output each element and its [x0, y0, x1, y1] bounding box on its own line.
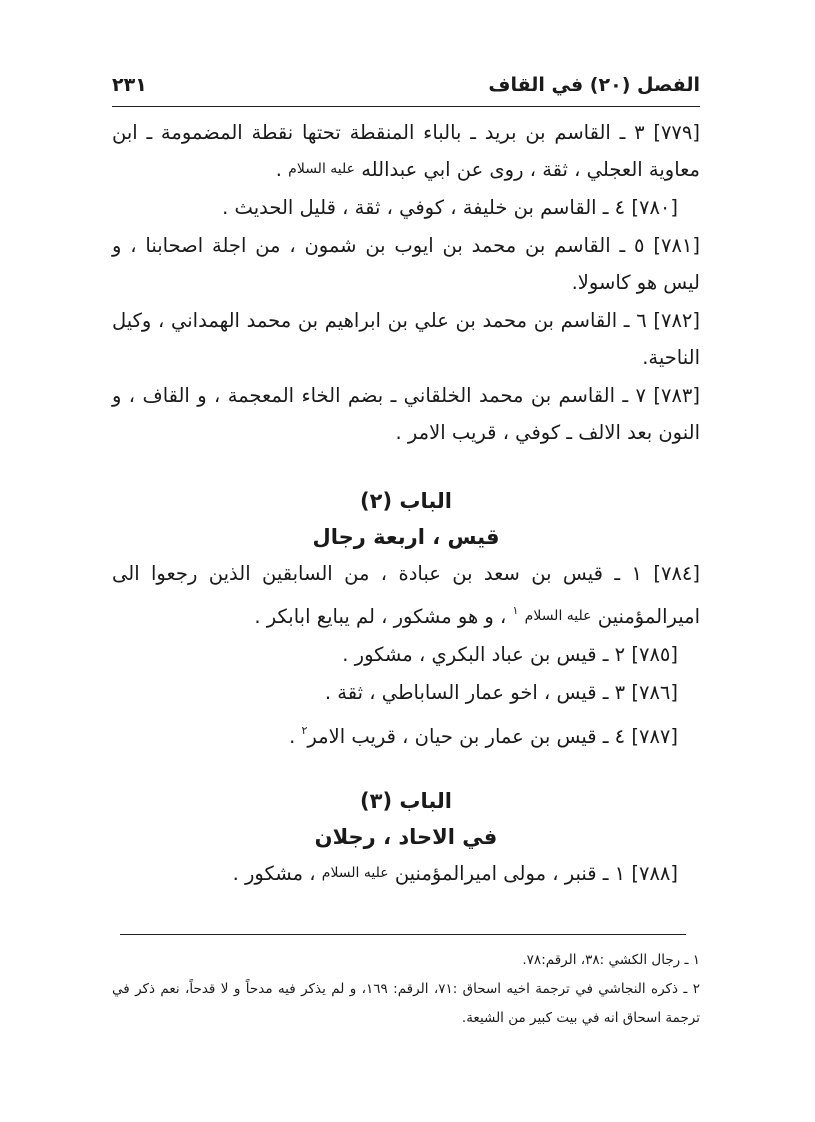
entry-number: [٧٨٢] ٦ [636, 309, 700, 332]
entry-number: [٧٨٧] ٤ [614, 725, 678, 748]
chapter-subheading: في الاحاد ، رجلان [314, 825, 498, 849]
page-number: ٢٣١ [112, 74, 147, 96]
entry-785 [112, 636, 700, 673]
entry-tail: ، مشكور . [232, 862, 322, 885]
entry-text: ـ القاسم بن خليفة ، كوفي ، ثقة ، قليل الحديث . [222, 196, 609, 219]
entry-number: [٧٨٠] ٤ [614, 196, 678, 219]
chapter-heading: الباب (٢) [360, 489, 452, 513]
entry-text: ـ القاسم بن محمد بن ايوب بن شمون ، من اجلة اصحابنا ، و ليس هو كاسولا. [112, 234, 700, 294]
footnote-1: ١ ـ رجال الكشي :٣٨، الرقم:٧٨. [522, 952, 700, 968]
entry-text: ـ قيس بن عباد البكري ، مشكور . [342, 643, 609, 666]
entry-782 [112, 302, 700, 376]
entry-tail: ، و هو مشكور ، لم يبايع ابابكر . [254, 605, 507, 628]
entry-781 [112, 227, 700, 301]
chapter-3-block [112, 783, 700, 855]
entry-number: [٧٨٥] ٢ [614, 643, 678, 666]
running-header [112, 72, 700, 107]
entry-number: [٧٨١] ٥ [634, 234, 700, 257]
footnote-2: ٢ ـ ذكره النجاشي في ترجمة اخيه اسحاق :٧١، الرقم: ١٦٩، و لم يذكر فيه مدحاً و لا قدحاً، نعم ذكر في ترجمة اسحاق انه في بيت كبير من الشيعة. [112, 981, 700, 1026]
chapter-subheading: قيس ، اربعة رجال [312, 525, 500, 549]
entry-779 [112, 114, 700, 188]
honorific-glyph: عليه السلام [321, 865, 389, 881]
entry-text: ـ القاسم بن محمد الخلقاني ـ بضم الخاء المعجمة ، و القاف ، و النون بعد الالف ـ كوفي ، قريب الامر . [112, 384, 700, 444]
main-text [112, 114, 700, 893]
entry-number: [٧٨٣] ٧ [635, 384, 701, 407]
footnote-marker[interactable]: ٢ [301, 724, 308, 737]
entry-number: [٧٧٩] ٣ [634, 121, 700, 144]
chapter-heading: الباب (٣) [360, 789, 452, 813]
footnotes-section [112, 946, 700, 1033]
entry-text: ـ القاسم بن محمد بن علي بن ابراهيم بن محمد الهمداني ، وكيل الناحية. [112, 309, 700, 369]
entry-tail: . [289, 725, 302, 748]
honorific-glyph: عليه السلام [288, 161, 356, 177]
entry-number: [٧٨٦] ٣ [614, 681, 678, 704]
entry-text: ـ قيس بن سعد بن عبادة ، من السابقين الذين رجعوا الى اميرالمؤمنين [112, 562, 700, 628]
entry-number: [٧٨٤] ١ [631, 562, 700, 585]
entry-786 [112, 674, 700, 711]
chapter-title: الفصل (٢٠) في القاف [488, 74, 700, 96]
entry-text: ـ قنبر ، مولى اميرالمؤمنين [394, 862, 609, 885]
honorific-glyph: عليه السلام [524, 608, 592, 624]
footnote-marker[interactable]: ١ [512, 604, 519, 617]
entry-text: ـ قيس بن عمار بن حيان ، قريب الامر [307, 725, 609, 748]
entry-text: ـ القاسم بن بريد ـ بالباء المنقطة تحتها نقطة المضمومة ـ ابن معاوية العجلي ، ثقة ، روى عن ابي عبدالله [112, 121, 700, 181]
entry-text: ـ قيس ، اخو عمار الساباطي ، ثقة . [324, 681, 609, 704]
chapter-2-block [112, 483, 700, 555]
entry-number: [٧٨٨] ١ [614, 862, 678, 885]
entry-788 [112, 855, 700, 892]
entry-784 [112, 555, 700, 635]
entry-783 [112, 377, 700, 451]
entry-780 [112, 189, 700, 226]
entry-787 [112, 712, 700, 755]
entry-tail: . [275, 158, 289, 181]
footnote-divider [120, 934, 686, 935]
